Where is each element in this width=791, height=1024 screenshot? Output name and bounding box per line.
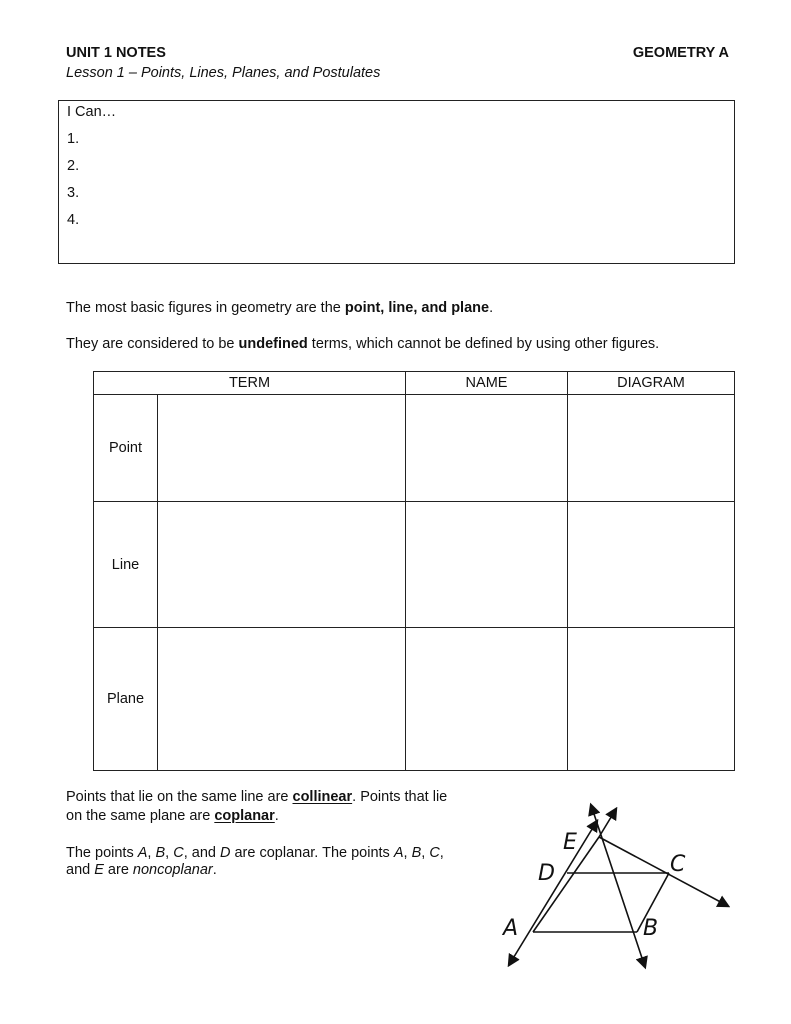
ray-e-up (599, 809, 616, 837)
intro-p2-text: They are considered to be (66, 336, 239, 352)
lesson-title: Lesson 1 – Points, Lines, Planes, and Postulates (66, 65, 381, 81)
name-cell (406, 395, 568, 502)
example-text: , (421, 845, 430, 861)
table-row (94, 395, 735, 502)
coplanar-points-figure (495, 795, 735, 975)
diagram-cell (568, 395, 735, 502)
intro-paragraph-1 (66, 300, 493, 316)
point-name: C (173, 845, 184, 861)
definition-text: on the same plane are (66, 808, 215, 824)
example-text: , (439, 845, 444, 861)
example-text: The points (66, 845, 138, 861)
example-line-1 (66, 845, 444, 861)
point-name: C (429, 845, 440, 861)
example-text: are coplanar. The points (230, 845, 394, 861)
example-text: . (212, 862, 217, 878)
diagram-cell (568, 502, 735, 628)
label-b: B (643, 916, 659, 941)
table-header-row (94, 372, 735, 395)
diagram-cell (568, 628, 735, 771)
label-d: D (538, 861, 555, 886)
label-c: C (670, 852, 686, 877)
course-title: GEOMETRY A (632, 45, 729, 61)
definition-text: Points that lie on the same line are (66, 789, 293, 805)
definition-text: . Points that lie (352, 789, 448, 805)
terms-table (93, 371, 735, 771)
i-can-item-3: 3. (67, 185, 80, 201)
intro-paragraph-2 (66, 336, 659, 352)
intro-p1-text: The most basic figures in geometry are the (66, 300, 345, 316)
intro-p1-bold: point, line, and plane (344, 300, 490, 316)
point-name: D (219, 845, 231, 861)
line-eb (591, 805, 645, 967)
example-text: , (147, 845, 156, 861)
example-text: and (66, 862, 95, 878)
i-can-box (58, 100, 735, 264)
row-label-line: Line (94, 502, 158, 628)
example-text: , (403, 845, 412, 861)
i-can-title: I Can… (67, 104, 117, 120)
point-name: A (393, 845, 404, 861)
table-row (94, 502, 735, 628)
unit-title: UNIT 1 NOTES (66, 45, 166, 61)
point-name: A (137, 845, 148, 861)
header-diagram: DIAGRAM (568, 372, 735, 395)
i-can-item-1: 1. (67, 131, 80, 147)
intro-p2-bold: undefined (238, 336, 308, 352)
example-text: , (165, 845, 174, 861)
name-cell (406, 628, 568, 771)
definition-text: . (274, 808, 279, 824)
header-name: NAME (406, 372, 568, 395)
example-line-2 (66, 862, 217, 878)
point-name: B (411, 845, 422, 861)
i-can-item-4: 4. (67, 212, 80, 228)
term-noncoplanar: noncoplanar (132, 862, 213, 878)
example-text: , and (183, 845, 220, 861)
term-cell (158, 628, 406, 771)
example-text: are (103, 862, 133, 878)
point-name: E (94, 862, 104, 878)
name-cell (406, 502, 568, 628)
label-a: A (503, 916, 519, 941)
definition-line-2 (66, 808, 279, 824)
term-cell (158, 502, 406, 628)
point-name: B (155, 845, 166, 861)
ray-ec (599, 837, 728, 906)
term-cell (158, 395, 406, 502)
intro-p1-end: . (489, 300, 494, 316)
table-row (94, 628, 735, 771)
header-term: TERM (94, 372, 406, 395)
term-coplanar: coplanar (214, 808, 275, 824)
term-collinear: collinear (292, 789, 353, 805)
i-can-item-2: 2. (67, 158, 80, 174)
line-ad (509, 821, 597, 965)
row-label-plane: Plane (94, 628, 158, 771)
row-label-point: Point (94, 395, 158, 502)
definition-line-1 (66, 789, 447, 805)
label-e: E (563, 830, 577, 855)
intro-p2-end: terms, which cannot be defined by using other figures. (307, 336, 660, 352)
